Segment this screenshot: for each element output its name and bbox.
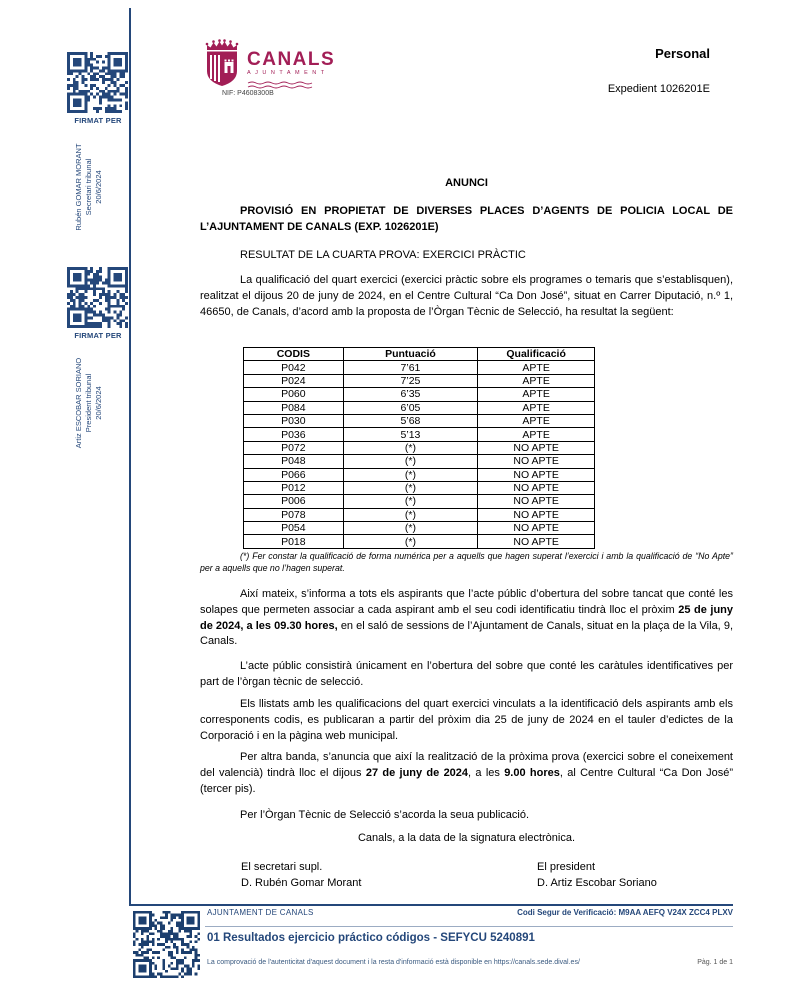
signer-rotated-text xyxy=(74,343,120,463)
table-cell: APTE xyxy=(478,374,595,387)
acorda-paragraph: Per l’Òrgan Tècnic de Selecció s’acorda la seua publicació. xyxy=(240,809,530,821)
proxima-time-bold: 9.00 hores xyxy=(504,766,560,779)
table-row xyxy=(244,481,595,494)
signer-left xyxy=(241,860,361,891)
table-cell: 5’13 xyxy=(343,428,478,441)
document-category: Personal xyxy=(655,46,710,61)
footer-organization: AJUNTAMENT DE CANALS xyxy=(207,908,314,917)
table-cell: NO APTE xyxy=(478,455,595,468)
table-cell: 6’05 xyxy=(343,401,478,414)
table-row xyxy=(244,388,595,401)
table-cell: P042 xyxy=(244,361,344,374)
signer-left-name: D. Rubén Gomar Morant xyxy=(241,876,362,889)
column-header-qualificacio: Qualificació xyxy=(478,348,595,361)
table-header-row xyxy=(244,348,595,361)
footer-top-rule xyxy=(129,904,733,906)
footer-document-title: 01 Resultados ejercicio práctico códigos - SEFYCU 5240891 xyxy=(207,932,535,944)
table-cell: APTE xyxy=(478,361,595,374)
signer-date: 20/6/2024 xyxy=(94,170,103,204)
wave-lines-icon xyxy=(247,81,313,89)
table-cell: P030 xyxy=(244,414,344,427)
table-row xyxy=(244,361,595,374)
canals-wordmark xyxy=(247,50,335,94)
brand-name: CANALS xyxy=(247,49,336,70)
table-cell: 6’35 xyxy=(343,388,478,401)
table-cell: NO APTE xyxy=(478,441,595,454)
table-cell: (*) xyxy=(343,455,478,468)
announcement-title: ANUNCI xyxy=(445,177,488,189)
signature-qr-icon xyxy=(67,52,128,113)
table-cell: P084 xyxy=(244,401,344,414)
signer-left-role: El secretari supl. xyxy=(241,861,323,873)
firmat-label: FIRMAT PER xyxy=(74,116,122,125)
table-cell: APTE xyxy=(478,428,595,441)
table-cell: NO APTE xyxy=(478,468,595,481)
signer-right-role: El president xyxy=(537,861,596,873)
table-cell: (*) xyxy=(343,441,478,454)
table-row xyxy=(244,441,595,454)
table-cell: NO APTE xyxy=(478,481,595,494)
table-cell: NO APTE xyxy=(478,535,595,548)
table-cell: 5’68 xyxy=(343,414,478,427)
table-cell: (*) xyxy=(343,495,478,508)
proxima-date-bold: 27 de juny de 2024 xyxy=(365,766,469,779)
table-cell: (*) xyxy=(343,535,478,548)
obertura-post: en el saló de sessions de l’Ajuntament de Canals, situat en la plaça de la Vila, 9, Canals. xyxy=(200,619,733,648)
brand-subtitle: AJUNTAMENT xyxy=(247,70,329,76)
table-row xyxy=(244,535,595,548)
table-row xyxy=(244,468,595,481)
proxima-prova-paragraph xyxy=(200,750,733,797)
canals-logo xyxy=(203,38,335,94)
column-header-codis: CODIS xyxy=(244,348,344,361)
footer-divider-rule xyxy=(205,926,733,927)
canals-crest-icon xyxy=(203,38,241,93)
firmat-label: FIRMAT PER xyxy=(74,331,122,340)
announcement-subject: PROVISIÓ EN PROPIETAT DE DIVERSES PLACES D’AGENTS DE POLICIA LOCAL DE L’AJUNTAMENT DE CANALS (EXP. 1026201E) xyxy=(200,205,733,233)
table-cell: (*) xyxy=(343,468,478,481)
results-table xyxy=(243,347,595,549)
table-cell: P006 xyxy=(244,495,344,508)
proxima-seg1: Per altra banda, s’anuncia que així la realització de la pròxima prova (exercici sobre el coneixement del valencià) tindrà lloc el dijous xyxy=(200,751,733,779)
proxima-seg2: , a les xyxy=(468,766,505,779)
table-row xyxy=(244,374,595,387)
result-subtitle: RESULTAT DE LA CUARTA PROVA: EXERCICI PRÀCTIC xyxy=(240,249,526,261)
nif-text: NIF: P4608300B xyxy=(222,90,274,97)
acte-paragraph: L’acte públic consistirà únicament en l’obertura del sobre que conté les caràtules identificatives per part de l’òrgan tècnic de selecció. xyxy=(200,660,733,688)
table-cell: P024 xyxy=(244,374,344,387)
table-cell: NO APTE xyxy=(478,495,595,508)
results-table-wrapper xyxy=(200,347,733,549)
obertura-date-bold: 25 de juny de 2024, a les 09.30 hores, xyxy=(200,603,733,632)
table-cell: NO APTE xyxy=(478,522,595,535)
footer-authenticity-note: La comprovació de l'autenticitat d'aquest document i la resta d'informació està disponible en https://canals.sede.dival.es/ xyxy=(207,959,580,966)
footer-verification-qr-icon xyxy=(133,911,200,978)
llistats-paragraph: Els llistats amb les qualificacions del quart exercici vinculats a la identificació dels aspirants amb els corresponents codis, es publicaran a partir del pròxim dia 25 de juny de 2024 en el tauler d’edictes de la Corporació i en la pàgina web municipal. xyxy=(200,698,733,742)
table-cell: P060 xyxy=(244,388,344,401)
table-cell: 7’61 xyxy=(343,361,478,374)
signer-role: Secretari tribunal xyxy=(84,158,93,216)
place-date-line: Canals, a la data de la signatura electrònica. xyxy=(357,832,576,844)
left-margin-rule xyxy=(129,8,131,905)
table-cell: 7’25 xyxy=(343,374,478,387)
table-cell: (*) xyxy=(343,481,478,494)
table-cell: P066 xyxy=(244,468,344,481)
signer-name: Rubén GOMAR MORANT xyxy=(74,143,83,231)
table-row xyxy=(244,522,595,535)
table-row xyxy=(244,495,595,508)
column-header-puntuacio: Puntuació xyxy=(343,348,478,361)
footer-page-number: Pàg. 1 de 1 xyxy=(697,959,733,966)
signer-right-name: D. Artiz Escobar Soriano xyxy=(537,876,657,889)
proxima-seg3: , al Centre Cultural “Ca Don José” (tercer pis). xyxy=(200,766,734,795)
table-row xyxy=(244,414,595,427)
table-row xyxy=(244,508,595,521)
signer-role: President tribunal xyxy=(84,373,93,433)
table-cell: APTE xyxy=(478,388,595,401)
footer-verification-code: Codi Segur de Verificació: M9AA AEFQ V24X ZCC4 PLXV xyxy=(517,908,733,917)
table-cell: (*) xyxy=(343,508,478,521)
obertura-pre: Així mateix, s’informa a tots els aspirants que l’acte públic d’obertura del sobre tancat que conté les solapes que permeten associar a cada aspirant amb el seu codi identificatiu tindrà lloc el pròxim xyxy=(200,588,733,616)
table-row xyxy=(244,455,595,468)
table-row xyxy=(244,428,595,441)
table-cell: APTE xyxy=(478,401,595,414)
intro-paragraph: La qualificació del quart exercici (exercici pràctic sobre els programes o temaris que s’establisquen), realitzat el dijous 20 de juny de 2024, en el Centre Cultural “Ca Don José”, situat en Carrer Diputació, n.º 1, 46650, de Canals, d’acord amb la proposta de l’Òrgan Tècnic de Selecció, ha resultat la següent: xyxy=(200,274,733,318)
expedient-number: Expedient 1026201E xyxy=(607,83,710,95)
table-row xyxy=(244,401,595,414)
signer-rotated-text xyxy=(74,127,120,247)
signer-right xyxy=(537,860,657,891)
table-cell: P048 xyxy=(244,455,344,468)
signer-name: Artiz ESCOBAR SORIANO xyxy=(74,357,83,449)
table-footnote: (*) Fer constar la qualificació de forma numérica per a aquells que hagen superat l’exercici i amb la qualificació de “No Apte” per a aquells que no l’hagen superat. xyxy=(200,551,733,573)
table-cell: P054 xyxy=(244,522,344,535)
signers-row xyxy=(200,860,733,900)
table-cell: P018 xyxy=(244,535,344,548)
table-cell: P078 xyxy=(244,508,344,521)
obertura-paragraph xyxy=(200,587,733,650)
results-table-body xyxy=(244,361,595,548)
signature-qr-icon xyxy=(67,267,128,328)
table-cell: (*) xyxy=(343,522,478,535)
signer-date: 20/6/2024 xyxy=(94,386,103,420)
table-cell: P012 xyxy=(244,481,344,494)
table-cell: P036 xyxy=(244,428,344,441)
table-cell: NO APTE xyxy=(478,508,595,521)
table-cell: P072 xyxy=(244,441,344,454)
table-cell: APTE xyxy=(478,414,595,427)
